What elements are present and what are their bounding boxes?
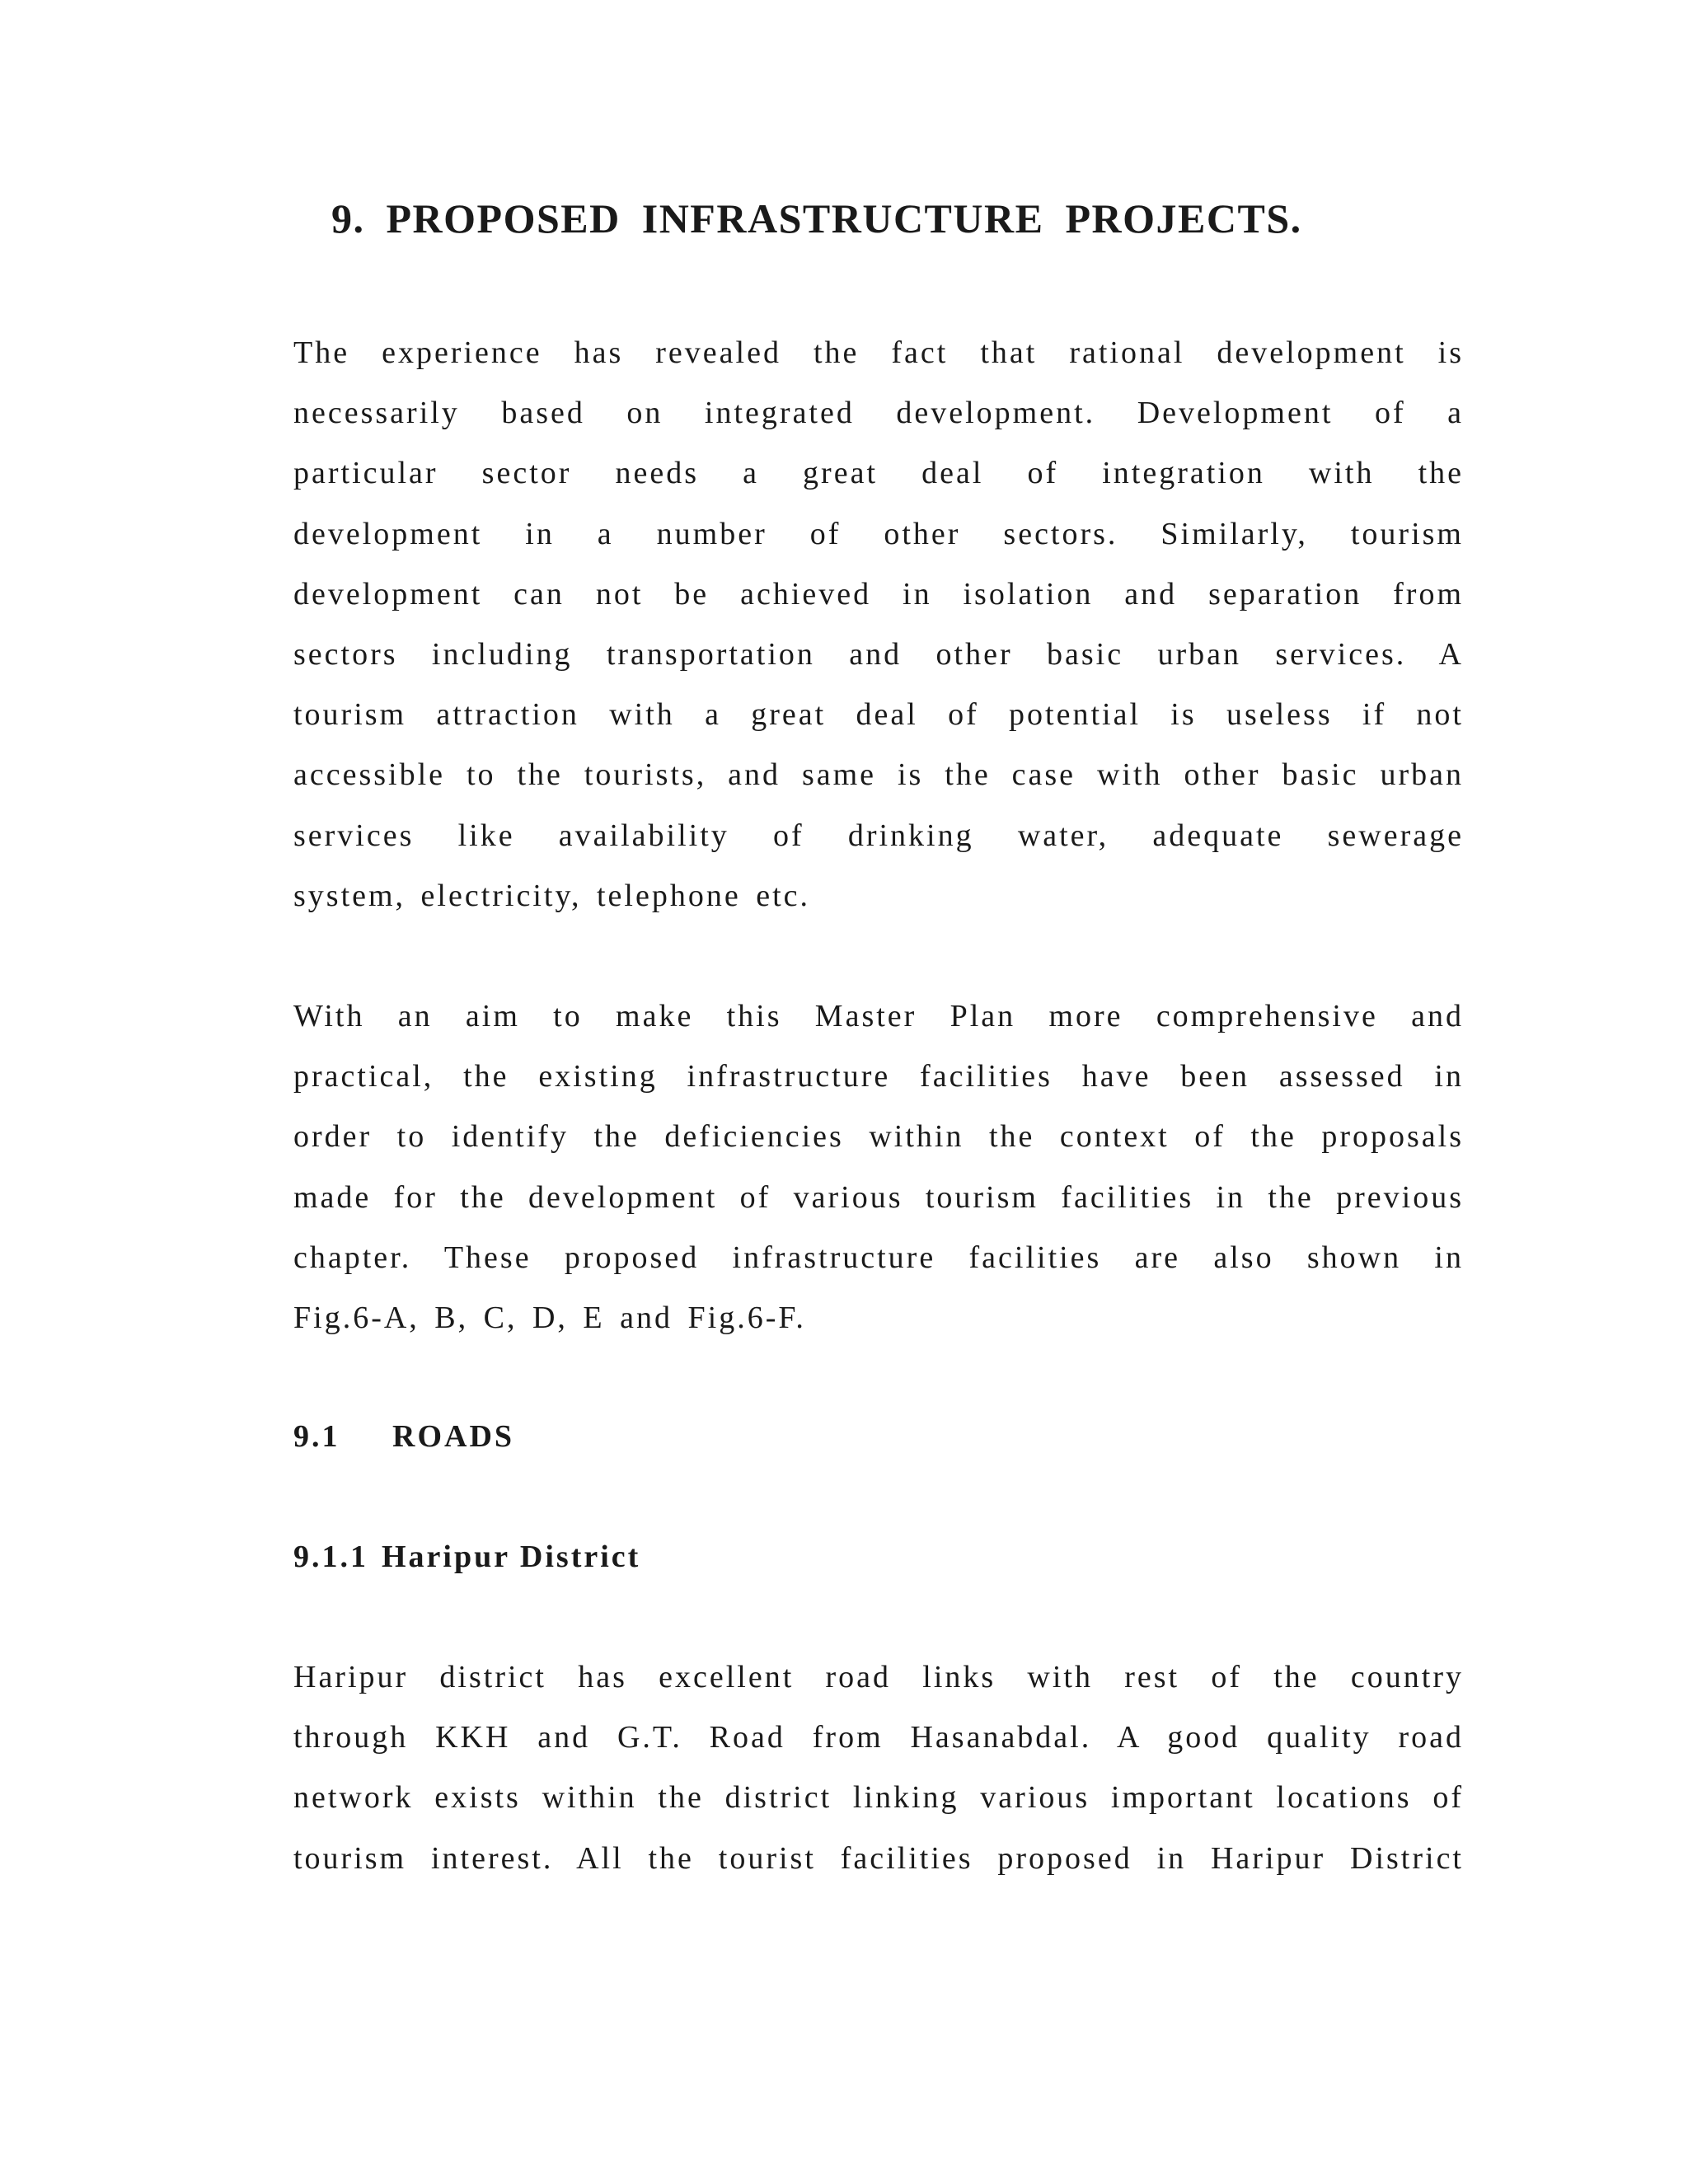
paragraph-line: practical, the existing infrastructure facilities have been assessed in (293, 1059, 1464, 1094)
paragraph-line: services like availability of drinking water, adequate sewerage (293, 818, 1464, 853)
section-number: 9.1 (293, 1419, 340, 1454)
paragraph-line: The experience has revealed the fact that rational development is (293, 335, 1464, 370)
paragraph-master-plan (293, 987, 1464, 1348)
section-title: Haripur District (382, 1540, 641, 1574)
paragraph-line: accessible to the tourists, and same is the case with other basic urban (293, 757, 1464, 793)
paragraph-line: development can not be achieved in isolation and separation from (293, 576, 1464, 612)
paragraph-line: system, electricity, telephone etc. (293, 878, 811, 913)
paragraph-line: sectors including transportation and other basic urban services. A (293, 636, 1464, 672)
paragraph-line: Haripur district has excellent road links with rest of the country (293, 1660, 1464, 1694)
section-heading-roads (293, 1412, 514, 1461)
section-heading-haripur-district (293, 1532, 640, 1582)
paragraph-line: tourism attraction with a great deal of potential is useless if not (293, 697, 1464, 733)
section-number: 9.1.1 (293, 1540, 368, 1574)
paragraph-line: Fig.6-A, B, C, D, E and Fig.6-F. (293, 1300, 806, 1335)
chapter-title: 9. PROPOSED INFRASTRUCTURE PROJECTS. (331, 195, 1302, 241)
paragraph-line: order to identify the deficiencies within the context of the proposals (293, 1119, 1464, 1155)
paragraph-line: network exists within the district linking various important locations of (293, 1780, 1464, 1816)
paragraph-line: through KKH and G.T. Road from Hasanabdal. A good quality road (293, 1720, 1464, 1755)
paragraph-line: particular sector needs a great deal of integration with the (293, 456, 1464, 491)
paragraph-line: necessarily based on integrated development. Development of a (293, 396, 1464, 431)
paragraph-line: With an aim to make this Master Plan more comprehensive and (293, 999, 1464, 1033)
paragraph-line: development in a number of other sectors. Similarly, tourism (293, 516, 1464, 551)
paragraph-line: chapter. These proposed infrastructure facilities are also shown in (293, 1240, 1464, 1275)
paragraph-line: made for the development of various tourism facilities in the previous (293, 1179, 1464, 1215)
section-title: ROADS (392, 1419, 515, 1454)
paragraph-line: tourism interest. All the tourist facilities proposed in Haripur District (293, 1840, 1464, 1876)
paragraph-intro (293, 323, 1464, 926)
paragraph-haripur-roads (293, 1647, 1464, 1889)
